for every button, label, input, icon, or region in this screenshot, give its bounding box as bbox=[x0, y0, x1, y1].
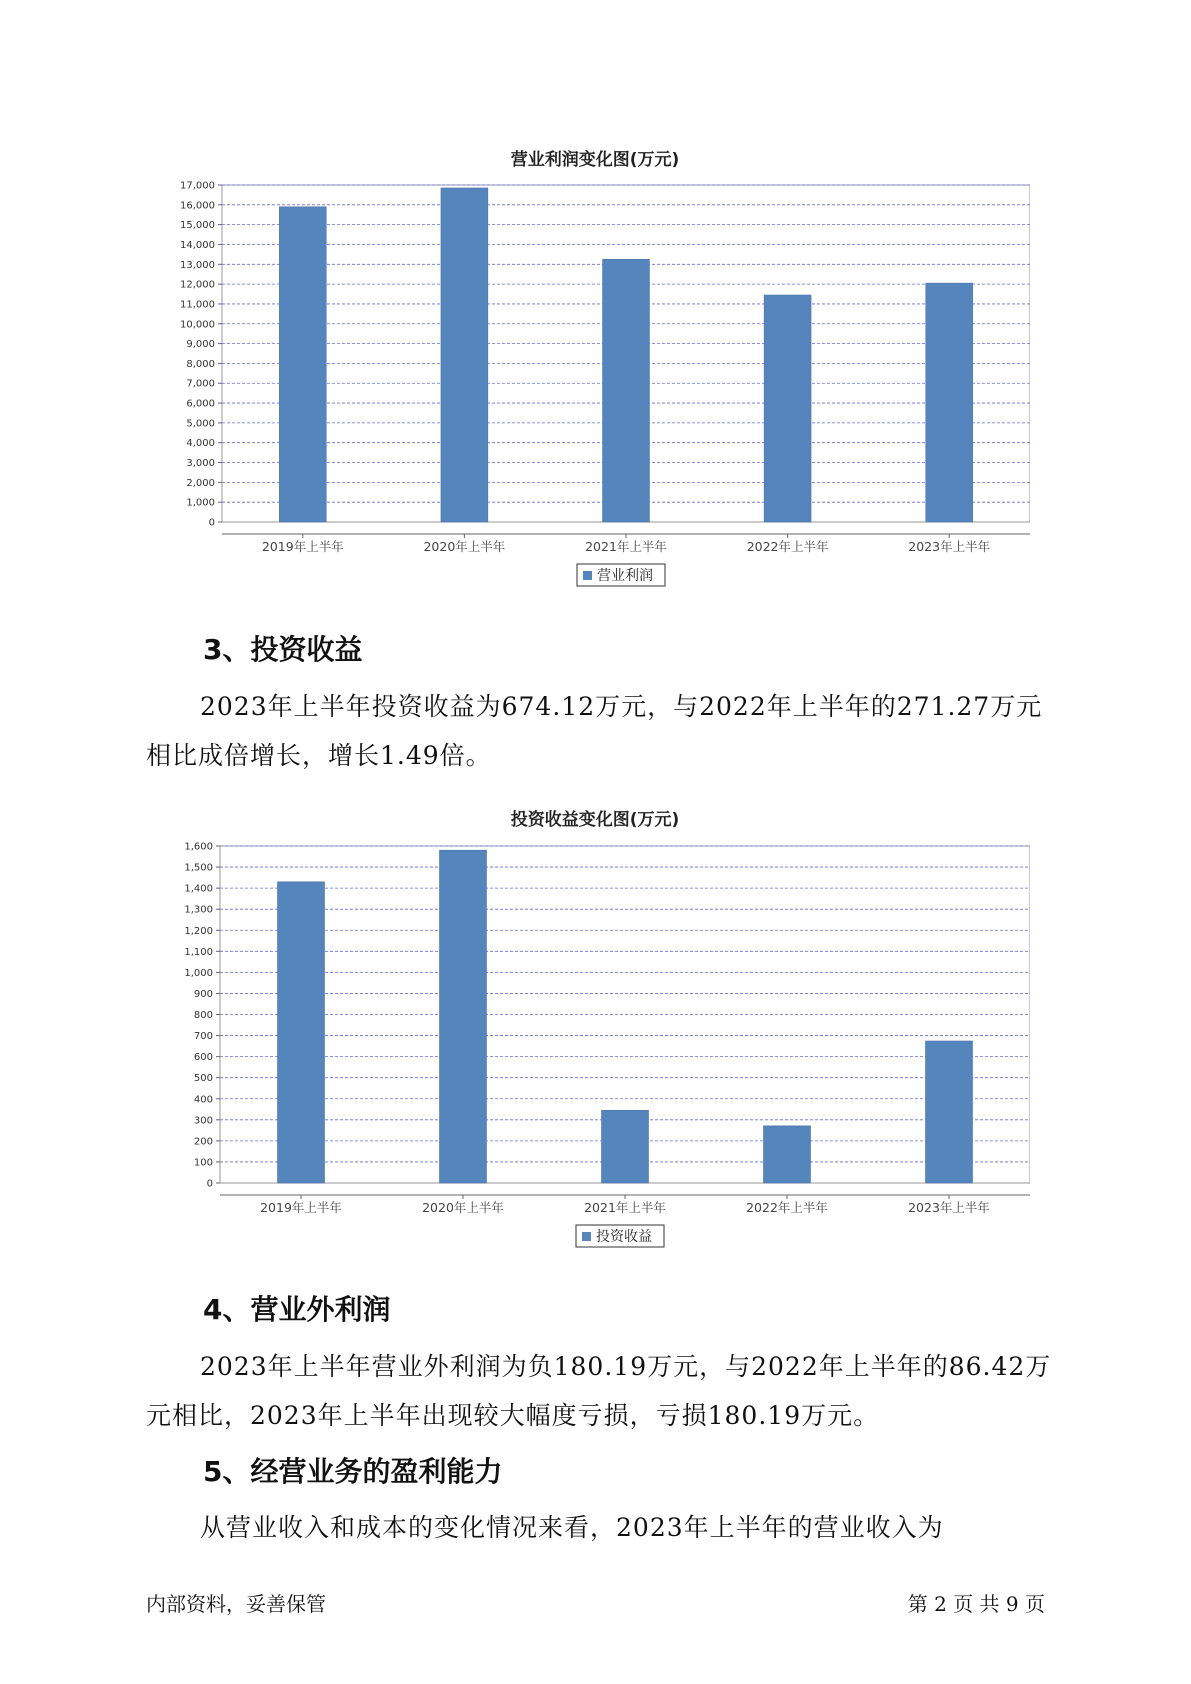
y-tick-label: 200 bbox=[193, 1136, 213, 1148]
bar bbox=[278, 882, 325, 1183]
footer-page-number: 第 2 页 共 9 页 bbox=[907, 1592, 1045, 1616]
x-tick-label: 2021年上半年 bbox=[585, 539, 667, 554]
y-tick-label: 5,000 bbox=[186, 418, 215, 430]
y-tick-label: 4,000 bbox=[186, 438, 215, 450]
x-tick-label: 2020年上半年 bbox=[423, 539, 506, 554]
x-tick-label: 2022年上半年 bbox=[746, 539, 829, 554]
y-tick-label: 9,000 bbox=[186, 339, 215, 351]
x-tick-label: 2019年上半年 bbox=[260, 1200, 342, 1215]
section-heading-profitability: 5、经营业务的盈利能力 bbox=[203, 1455, 503, 1488]
bar bbox=[926, 283, 973, 522]
legend-swatch bbox=[583, 571, 592, 580]
y-tick-label: 900 bbox=[193, 988, 213, 1000]
bar bbox=[440, 850, 487, 1183]
operating-profit-chart bbox=[160, 140, 1030, 590]
y-tick-label: 0 bbox=[206, 1178, 213, 1190]
y-tick-label: 1,300 bbox=[184, 904, 213, 916]
bar bbox=[602, 1110, 649, 1183]
x-tick-label: 2022年上半年 bbox=[746, 1200, 828, 1215]
text-line: 2023年上半年营业外利润为负180.19万元，与2022年上半年的86.42万 bbox=[200, 1352, 1052, 1381]
y-tick-label: 1,100 bbox=[184, 946, 213, 958]
y-tick-label: 500 bbox=[193, 1073, 213, 1085]
text-line: 从营业收入和成本的变化情况来看，2023年上半年的营业收入为 bbox=[200, 1513, 944, 1542]
bar bbox=[603, 259, 650, 522]
legend-swatch bbox=[582, 1232, 591, 1241]
y-tick-label: 1,600 bbox=[184, 841, 213, 853]
y-tick-label: 3,000 bbox=[186, 458, 215, 470]
investment-income-chart-svg bbox=[160, 800, 1030, 1250]
section-heading-investment-income: 3、投资收益 bbox=[203, 633, 363, 666]
x-tick-label: 2023年上半年 bbox=[908, 539, 991, 554]
y-tick-label: 13,000 bbox=[180, 259, 215, 271]
y-tick-label: 2,000 bbox=[186, 477, 215, 489]
x-tick-label: 2021年上半年 bbox=[584, 1200, 666, 1215]
x-tick-label: 2019年上半年 bbox=[261, 539, 344, 554]
paragraph-non-operating-profit bbox=[146, 1342, 1056, 1440]
bar bbox=[279, 207, 326, 522]
y-tick-label: 1,000 bbox=[184, 967, 213, 979]
y-tick-label: 14,000 bbox=[180, 239, 215, 251]
footer-left: 内部资料，妥善保管 bbox=[146, 1592, 326, 1616]
x-tick-label: 2020年上半年 bbox=[422, 1200, 504, 1215]
y-tick-label: 6,000 bbox=[186, 398, 215, 410]
y-tick-label: 300 bbox=[193, 1115, 213, 1127]
y-tick-label: 100 bbox=[193, 1157, 213, 1169]
text-line: 2023年上半年投资收益为674.12万元，与2022年上半年的271.27万元 bbox=[200, 692, 1043, 721]
y-tick-label: 12,000 bbox=[180, 279, 215, 291]
y-tick-label: 1,400 bbox=[184, 883, 213, 895]
y-tick-label: 1,000 bbox=[186, 497, 215, 509]
y-tick-label: 17,000 bbox=[180, 180, 215, 192]
y-tick-label: 11,000 bbox=[180, 299, 215, 311]
y-tick-label: 16,000 bbox=[180, 200, 215, 212]
y-tick-label: 700 bbox=[193, 1031, 213, 1043]
legend-label: 投资收益 bbox=[596, 1229, 652, 1245]
chart-title: 投资收益变化图(万元) bbox=[510, 810, 680, 830]
paragraph-profitability bbox=[146, 1503, 1056, 1552]
bar bbox=[441, 188, 488, 522]
text-line: 元相比，2023年上半年出现较大幅度亏损，亏损180.19万元。 bbox=[146, 1401, 880, 1430]
section-heading-non-operating-profit: 4、营业外利润 bbox=[203, 1293, 391, 1326]
y-tick-label: 7,000 bbox=[186, 378, 215, 390]
y-tick-label: 600 bbox=[193, 1052, 213, 1064]
legend-label: 营业利润 bbox=[597, 568, 653, 584]
bar bbox=[764, 1126, 811, 1183]
y-tick-label: 400 bbox=[193, 1094, 213, 1106]
y-tick-label: 1,500 bbox=[184, 862, 213, 874]
y-tick-label: 10,000 bbox=[180, 319, 215, 331]
y-tick-label: 800 bbox=[193, 1010, 213, 1021]
chart-title: 营业利润变化图(万元) bbox=[510, 150, 680, 170]
y-tick-label: 1,200 bbox=[184, 925, 213, 937]
x-tick-label: 2023年上半年 bbox=[908, 1200, 990, 1215]
bar bbox=[926, 1041, 973, 1183]
y-tick-label: 8,000 bbox=[186, 358, 215, 370]
operating-profit-chart-svg bbox=[160, 140, 1030, 590]
bar bbox=[764, 295, 811, 522]
paragraph-investment-income bbox=[146, 682, 1056, 780]
y-tick-label: 15,000 bbox=[180, 220, 215, 232]
investment-income-chart bbox=[160, 800, 1030, 1250]
text-line: 相比成倍增长，增长1.49倍。 bbox=[146, 741, 492, 770]
y-tick-label: 0 bbox=[208, 517, 215, 529]
